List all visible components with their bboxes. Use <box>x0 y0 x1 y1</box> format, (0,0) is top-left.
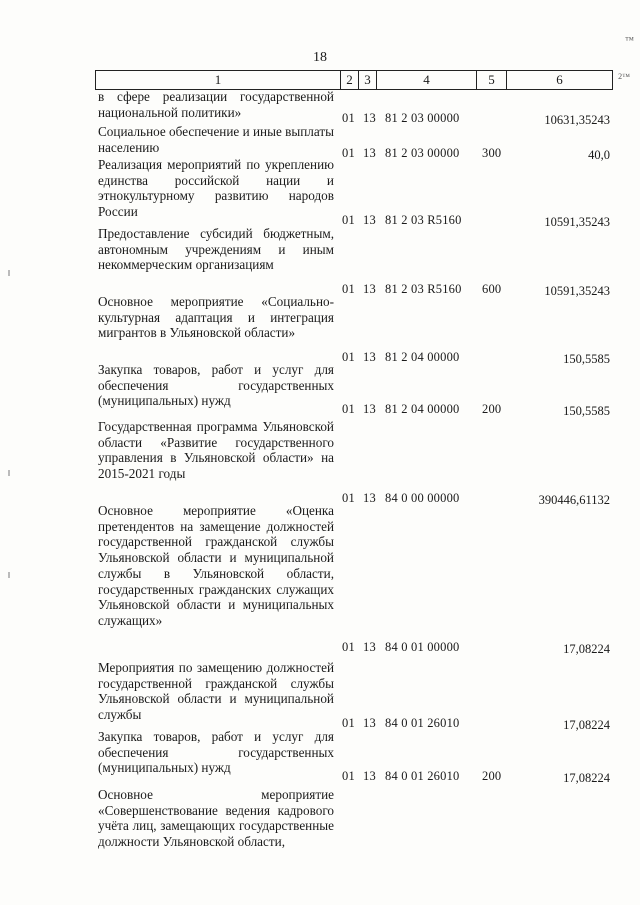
row-section: 01 <box>342 491 355 505</box>
row-subsection: 13 <box>363 111 376 125</box>
table-header <box>95 70 613 90</box>
row-target-item: 81 2 03 00000 <box>385 146 460 160</box>
row-amount: 17,08224 <box>563 642 610 656</box>
row-description: Социальное обеспечение и иные выплаты населению <box>98 124 334 155</box>
column-header-6: 6 <box>556 72 563 87</box>
row-section: 01 <box>342 716 355 730</box>
row-amount: 150,5585 <box>563 404 610 418</box>
page-number: 18 <box>313 50 327 65</box>
row-section: 01 <box>342 111 355 125</box>
row-section: 01 <box>342 402 355 416</box>
row-description: Мероприятия по замещению должностей государственной гражданской службы Ульяновской области и муниципальной службы <box>98 660 334 723</box>
row-subsection: 13 <box>363 716 376 730</box>
row-target-item: 84 0 01 26010 <box>385 716 460 730</box>
row-amount: 10591,35243 <box>544 284 610 298</box>
column-header-4: 4 <box>377 71 477 89</box>
row-expense-type: 300 <box>482 146 502 160</box>
corner-mark: ™ <box>625 35 634 45</box>
row-expense-type: 600 <box>482 282 502 296</box>
row-description: Основное мероприятие «Совершенствование ведения кадрового учёта лиц, замещающих государственные должности Ульяновской области, <box>98 787 334 850</box>
row-description: Основное мероприятие «Оценка претендентов на замещение должностей государственной гражданской службы Ульяновской области и муниципальной службы в Ульяновской области, государственных гражданских служащих Ульяновской области и муниципальных служащих» <box>98 503 334 628</box>
column-header-3: 3 <box>359 71 377 89</box>
row-target-item: 84 0 00 00000 <box>385 491 460 505</box>
row-section: 01 <box>342 769 355 783</box>
column-header-5: 5 <box>477 71 507 89</box>
row-section: 01 <box>342 350 355 364</box>
row-target-item: 81 2 03 00000 <box>385 111 460 125</box>
row-description: в сфере реализации государственной национальной политики» <box>98 89 334 120</box>
row-description: Закупка товаров, работ и услуг для обеспечения государственных (муниципальных) нужд <box>98 729 334 776</box>
row-target-item: 84 0 01 00000 <box>385 640 460 654</box>
scan-speck <box>8 572 10 578</box>
scan-speck <box>8 270 10 276</box>
column-header-2: 2 <box>341 71 359 89</box>
row-description: Государственная программа Ульяновской области «Развитие государственного управления в Ульяновской области» на 2015-2021 годы <box>98 419 334 482</box>
row-section: 01 <box>342 213 355 227</box>
row-amount: 390446,61132 <box>538 493 610 507</box>
row-subsection: 13 <box>363 640 376 654</box>
row-target-item: 84 0 01 26010 <box>385 769 460 783</box>
row-subsection: 13 <box>363 402 376 416</box>
row-amount: 10631,35243 <box>544 113 610 127</box>
row-amount: 10591,35243 <box>544 215 610 229</box>
row-subsection: 13 <box>363 769 376 783</box>
row-subsection: 13 <box>363 146 376 160</box>
scan-speck <box>8 470 10 476</box>
column-header-1: 1 <box>96 71 341 89</box>
row-target-item: 81 2 04 00000 <box>385 402 460 416</box>
row-description: Реализация мероприятий по укреплению единства российской нации и этнокультурному развитию народов России <box>98 157 334 220</box>
row-section: 01 <box>342 146 355 160</box>
row-target-item: 81 2 03 R5160 <box>385 282 462 296</box>
row-description: Предоставление субсидий бюджетным, автономным учреждениям и иным некоммерческим организациям <box>98 226 334 273</box>
row-target-item: 81 2 04 00000 <box>385 350 460 364</box>
edge-mark: 2™ <box>618 72 630 81</box>
row-section: 01 <box>342 282 355 296</box>
row-section: 01 <box>342 640 355 654</box>
row-description: Основное мероприятие «Социально-культурная адаптация и интеграция мигрантов в Ульяновской области» <box>98 294 334 341</box>
row-expense-type: 200 <box>482 769 502 783</box>
row-subsection: 13 <box>363 213 376 227</box>
row-subsection: 13 <box>363 491 376 505</box>
row-subsection: 13 <box>363 282 376 296</box>
row-description: Закупка товаров, работ и услуг для обеспечения государственных (муниципальных) нужд <box>98 362 334 409</box>
row-amount: 40,0 <box>588 148 610 162</box>
row-target-item: 81 2 03 R5160 <box>385 213 462 227</box>
row-amount: 17,08224 <box>563 718 610 732</box>
row-amount: 17,08224 <box>563 771 610 785</box>
row-expense-type: 200 <box>482 402 502 416</box>
row-amount: 150,5585 <box>563 352 610 366</box>
row-subsection: 13 <box>363 350 376 364</box>
